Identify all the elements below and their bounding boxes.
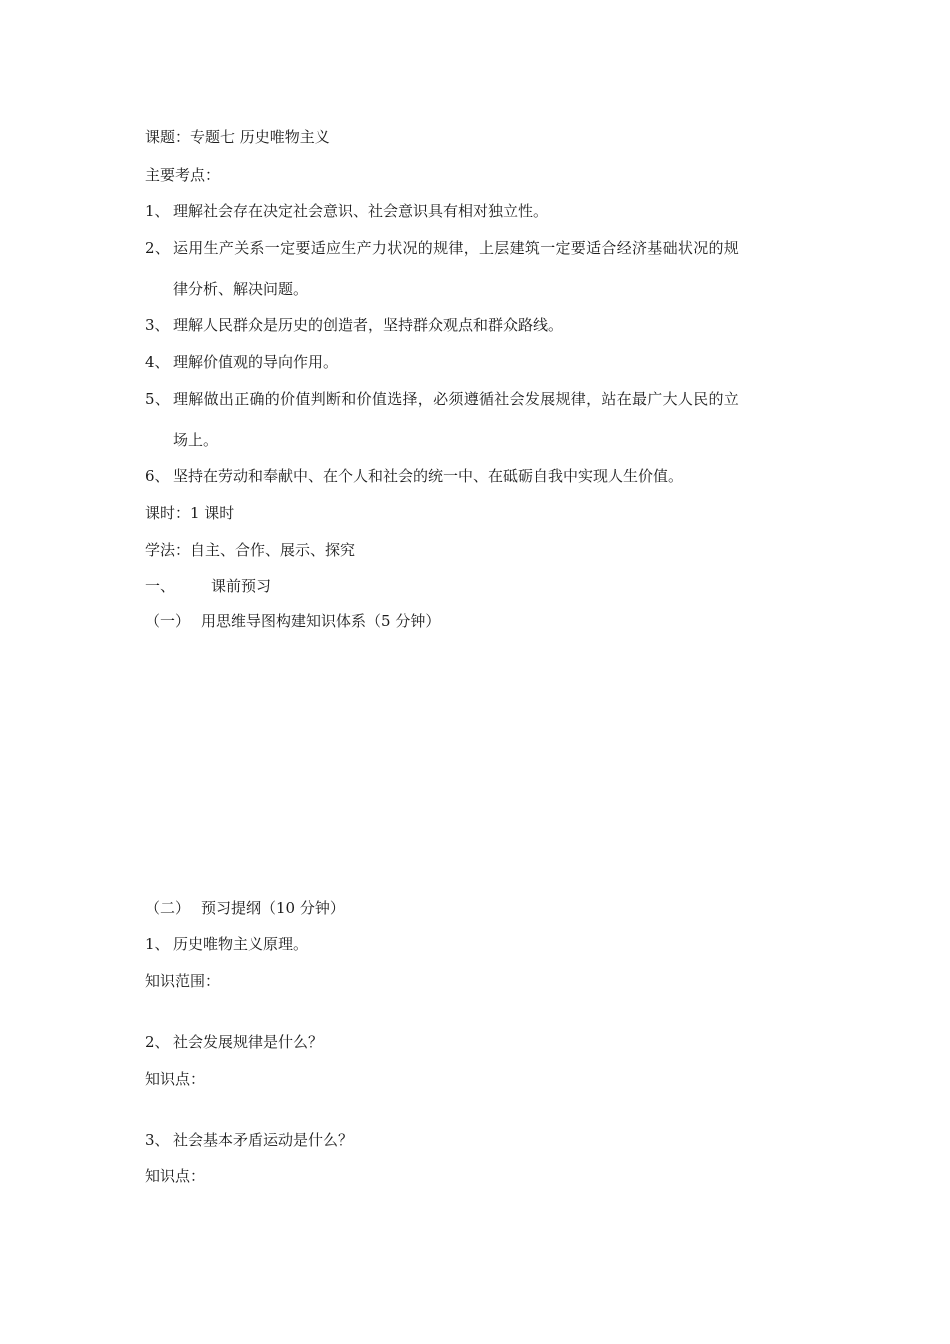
- point-text: 理解做出正确的价值判断和价值选择，必须遵循社会发展规律，站在最广大人民的立: [173, 390, 740, 408]
- outline-question-1: [145, 934, 308, 954]
- outline-number: 2、: [145, 1033, 170, 1051]
- outline-label-3: 知识点：: [145, 1167, 206, 1185]
- point-item-3: [145, 315, 563, 335]
- point-text: 坚持在劳动和奉献中、在个人和社会的统一中、在砥砺自我中实现人生价值。: [173, 467, 684, 485]
- point-text: 运用生产关系一定要适应生产力状况的规律，上层建筑一定要适合经济基础状况的规: [173, 239, 740, 257]
- study-methods: 学法：自主、合作、展示、探究: [145, 541, 356, 559]
- outline-question-3: [145, 1130, 353, 1150]
- point-item-1: [145, 201, 548, 221]
- point-item-6: [145, 466, 683, 486]
- point-item-2: [145, 238, 739, 258]
- points-heading: 主要考点：: [145, 166, 221, 184]
- point-number: 4、: [145, 353, 170, 371]
- topic-line: 课题：专题七 历史唯物主义: [145, 128, 330, 146]
- point-text: 理解人民群众是历史的创造者，坚持群众观点和群众路线。: [173, 316, 564, 334]
- point-text: 理解价值观的导向作用。: [173, 353, 339, 371]
- subsection-number: （二）: [145, 899, 191, 917]
- outline-number: 1、: [145, 935, 170, 953]
- point-item-5: [145, 389, 739, 409]
- outline-label-1: 知识范围：: [145, 972, 221, 990]
- section-title: 课前预习: [211, 577, 272, 595]
- outline-label-2: 知识点：: [145, 1070, 206, 1088]
- subsection-title: 用思维导图构建知识体系（5 分钟）: [201, 612, 441, 630]
- point-number: 6、: [145, 467, 170, 485]
- subsection-number: （一）: [145, 612, 191, 630]
- point-item-2-continuation: 律分析、解决问题。: [173, 280, 309, 298]
- section-heading-1: [145, 576, 271, 596]
- point-number: 2、: [145, 239, 171, 257]
- point-text: 理解社会存在决定社会意识、社会意识具有相对独立性。: [173, 202, 549, 220]
- point-number: 5、: [145, 390, 171, 408]
- outline-question-text: 社会基本矛盾运动是什么？: [173, 1131, 354, 1149]
- point-item-4: [145, 352, 338, 372]
- subsection-heading-2: [145, 898, 345, 918]
- outline-question-text: 社会发展规律是什么？: [173, 1033, 324, 1051]
- point-number: 3、: [145, 316, 170, 334]
- point-number: 1、: [145, 202, 170, 220]
- outline-number: 3、: [145, 1131, 170, 1149]
- subsection-heading-1: [145, 611, 440, 631]
- point-item-5-continuation: 场上。: [173, 431, 219, 449]
- class-hours: 课时：1 课时: [145, 504, 235, 522]
- section-number: 一、: [145, 577, 176, 595]
- subsection-title: 预习提纲（10 分钟）: [201, 899, 345, 917]
- outline-question-text: 历史唯物主义原理。: [173, 935, 309, 953]
- outline-question-2: [145, 1032, 323, 1052]
